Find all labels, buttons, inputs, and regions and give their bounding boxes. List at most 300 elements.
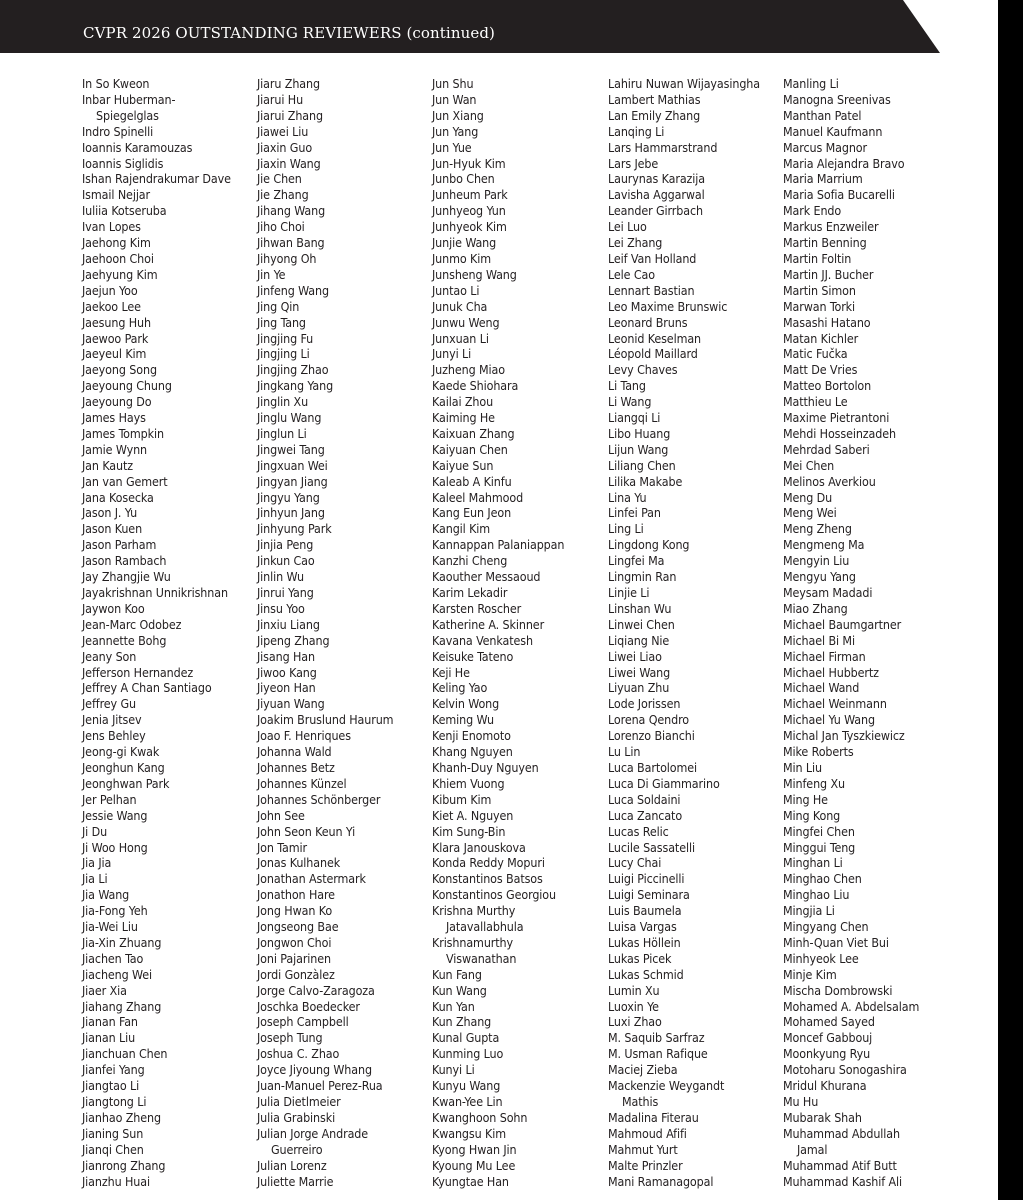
reviewer-name: Minggui Teng — [783, 839, 856, 855]
reviewer-name: Leonid Keselman — [608, 330, 702, 346]
reviewer-name: Mike Roberts — [783, 744, 854, 760]
reviewer-name: Joseph Campbell — [257, 1014, 349, 1030]
reviewer-name: Matt De Vries — [783, 362, 858, 378]
reviewer-name: Kang Eun Jeon — [432, 505, 512, 521]
reviewer-name: Kelvin Wong — [432, 696, 500, 712]
reviewer-name: Min Liu — [783, 759, 822, 775]
reviewer-name: Jean-Marc Odobez — [82, 616, 182, 632]
reviewer-name: Jayakrishnan Unnikrishnan — [82, 585, 228, 600]
reviewer-name: Luis Baumela — [608, 903, 682, 919]
reviewer-name: Motoharu Sonogashira — [783, 1062, 907, 1078]
reviewer-name: Jaehoon Choi — [82, 250, 154, 266]
reviewer-name: Jianqi Chen — [82, 1141, 144, 1157]
reviewer-name: Johannes Künzel — [257, 775, 347, 791]
reviewer-name: Kangil Kim — [432, 521, 491, 537]
reviewer-name: Lijun Wang — [608, 441, 669, 457]
reviewer-name: Jingyu Yang — [257, 489, 320, 505]
reviewer-name: Jens Behley — [82, 728, 146, 744]
reviewer-name: Levy Chaves — [608, 362, 678, 378]
reviewer-name: Michael Wand — [783, 680, 860, 696]
reviewer-name: Kaiming He — [432, 410, 495, 426]
reviewer-name: Mackenzie Weygandt — [608, 1078, 725, 1094]
reviewer-name: Martin JJ. Bucher — [783, 266, 874, 282]
reviewer-name: Minje Kim — [783, 966, 837, 982]
reviewer-name: Matic Fučka — [783, 346, 848, 362]
reviewer-name: Joyce Jiyoung Whang — [257, 1062, 372, 1078]
reviewer-name: Kunal Gupta — [432, 1030, 500, 1046]
reviewer-name: Manling Li — [783, 76, 839, 91]
reviewer-name: Kyungtae Han — [432, 1173, 509, 1189]
reviewer-name: Liwei Wang — [608, 664, 671, 680]
reviewer-name: Kaleel Mahmood — [432, 489, 524, 505]
reviewer-name: Mei Chen — [783, 457, 835, 473]
reviewer-name: Jing Qin — [257, 298, 300, 314]
reviewer-name: Ling Li — [608, 521, 644, 537]
reviewer-name: Kenji Enomoto — [432, 728, 511, 744]
reviewer-name: Martin Foltin — [783, 250, 852, 266]
reviewer-name: Mingfei Chen — [783, 823, 855, 839]
reviewer-name: Lanqing Li — [608, 123, 665, 139]
reviewer-name: Mengyu Yang — [783, 569, 856, 585]
reviewer-name: Junyi Li — [432, 346, 472, 362]
reviewer-name: Jiarui Zhang — [257, 107, 323, 123]
reviewer-name: Marwan Torki — [783, 298, 856, 314]
reviewer-name: Manthan Patel — [783, 107, 862, 123]
reviewer-name: Jun-Hyuk Kim — [432, 155, 506, 171]
reviewer-name: Jiaru Zhang — [257, 76, 320, 91]
reviewer-name: Joschka Boedecker — [257, 998, 360, 1014]
reviewer-name: Lingfei Ma — [608, 553, 665, 569]
reviewer-name: Meng Du — [783, 489, 833, 505]
reviewer-name: Lina Yu — [608, 489, 647, 505]
reviewer-name: M. Usman Rafique — [608, 1046, 708, 1062]
reviewer-name: Mehdi Hosseinzadeh — [783, 425, 896, 441]
reviewer-name: Moonkyung Ryu — [783, 1046, 871, 1062]
reviewer-name: Maria Sofia Bucarelli — [783, 187, 895, 203]
reviewer-name: Jun Wan — [432, 91, 477, 107]
reviewer-name: Klara Janouskova — [432, 839, 526, 855]
reviewer-name: Jinkun Cao — [257, 553, 315, 569]
reviewer-name: Jia Jia — [82, 855, 112, 871]
reviewer-name: Lan Emily Zhang — [608, 107, 701, 123]
reviewer-name: Melinos Averkiou — [783, 473, 876, 489]
reviewer-name: Junbo Chen — [432, 171, 495, 187]
reviewer-name: Katherine A. Skinner — [432, 616, 545, 632]
reviewer-name: Johannes Betz — [257, 759, 335, 775]
reviewer-name: Michael Yu Wang — [783, 712, 875, 728]
reviewer-name: Lingmin Ran — [608, 569, 677, 585]
reviewer-name: Junhyeog Yun — [432, 203, 506, 219]
reviewer-name: Mani Ramanagopal — [608, 1173, 714, 1189]
reviewer-name: Kanzhi Cheng — [432, 553, 508, 569]
reviewer-name: Meng Wei — [783, 505, 837, 521]
reviewer-name: In So Kweon — [82, 76, 150, 91]
reviewer-name: Jiachen Tao — [82, 950, 144, 966]
reviewer-name: Juntao Li — [432, 282, 480, 298]
reviewer-name: Luca Soldaini — [608, 791, 681, 807]
reviewer-name: Lars Hammarstrand — [608, 139, 718, 155]
reviewer-name: Mohamed Sayed — [783, 1014, 875, 1030]
reviewer-name: Khiem Vuong — [432, 775, 505, 791]
reviewer-name: Jia-Wei Liu — [82, 919, 138, 935]
reviewer-name: Mengyin Liu — [783, 553, 850, 569]
reviewer-name: Johannes Schönberger — [257, 791, 381, 807]
reviewer-name: Jaesung Huh — [82, 314, 151, 330]
reviewer-name: Lucile Sassatelli — [608, 839, 695, 855]
reviewer-name: Jia Li — [82, 871, 108, 887]
reviewer-name: Kaiyuan Chen — [432, 441, 508, 457]
reviewer-name: Jason Kuen — [82, 521, 143, 537]
reviewer-name: Kun Yan — [432, 998, 475, 1014]
reviewer-name: Jiyeon Han — [257, 680, 316, 696]
reviewer-name: Ioannis Karamouzas — [82, 139, 193, 155]
reviewer-name: Julian Lorenz — [257, 1157, 327, 1173]
reviewer-name: Malte Prinzler — [608, 1157, 683, 1173]
reviewer-name: Luisa Vargas — [608, 919, 677, 935]
reviewer-name: Michael Bi Mi — [783, 632, 855, 648]
reviewer-name: Mark Endo — [783, 203, 842, 219]
reviewer-name: Keisuke Tateno — [432, 648, 514, 664]
reviewer-name: Ioannis Siglidis — [82, 155, 164, 171]
reviewer-name: Lukas Höllein — [608, 934, 681, 950]
reviewer-name: Jiyuan Wang — [257, 696, 325, 712]
reviewer-name: Maciej Zieba — [608, 1062, 678, 1078]
reviewer-name: M. Saquib Sarfraz — [608, 1030, 705, 1046]
reviewer-name: Jer Pelhan — [82, 791, 137, 807]
reviewer-name: Mehrdad Saberi — [783, 441, 870, 457]
reviewer-name: Joni Pajarinen — [257, 950, 332, 966]
reviewer-name: Luigi Seminara — [608, 887, 690, 903]
reviewer-name: Minghan Li — [783, 855, 843, 871]
reviewer-name: Jaeyoung Chung — [82, 378, 172, 394]
reviewer-name: Jaeyeul Kim — [82, 346, 147, 362]
reviewer-name: Jefferson Hernandez — [82, 664, 194, 680]
reviewer-name: Jun Yang — [432, 123, 479, 139]
reviewer-name: Lingdong Kong — [608, 537, 690, 553]
reviewer-name: Jianzhu Huai — [82, 1173, 150, 1189]
reviewer-name: Jinfeng Wang — [257, 282, 329, 298]
reviewer-name: Ishan Rajendrakumar Dave — [82, 171, 231, 187]
reviewer-name: Konstantinos Batsos — [432, 871, 543, 887]
reviewer-name: Kun Fang — [432, 966, 482, 982]
reviewer-name: Lambert Mathias — [608, 91, 701, 107]
reviewer-name: Linjie Li — [608, 585, 650, 600]
reviewer-name: Lennart Bastian — [608, 282, 695, 298]
reviewer-name: Kibum Kim — [432, 791, 492, 807]
reviewer-name: Jonathan Astermark — [257, 871, 366, 887]
reviewer-name: Jisang Han — [257, 648, 315, 664]
reviewer-name: Jana Kosecka — [82, 489, 154, 505]
reviewer-name: Mahmoud Afifi — [608, 1125, 687, 1141]
reviewer-name: Keling Yao — [432, 680, 488, 696]
reviewer-name: Minh-Quan Viet Bui — [783, 934, 889, 950]
reviewer-name: Kaiyue Sun — [432, 457, 494, 473]
reviewer-name: Liwei Liao — [608, 648, 662, 664]
reviewer-name: Jun Shu — [432, 76, 474, 91]
reviewer-name: Miao Zhang — [783, 600, 848, 616]
reviewer-name: Lukas Schmid — [608, 966, 684, 982]
reviewer-name: Minghao Liu — [783, 887, 850, 903]
reviewer-name: Matthieu Le — [783, 394, 848, 410]
reviewer-name: Lorenzo Bianchi — [608, 728, 695, 744]
reviewer-name: Mingyang Chen — [783, 919, 869, 935]
reviewer-name: Liliang Chen — [608, 457, 676, 473]
reviewer-name: Jaehyung Kim — [82, 266, 158, 282]
reviewer-name: Jaeyong Song — [82, 362, 157, 378]
reviewer-name: Mohamed A. Abdelsalam — [783, 998, 920, 1014]
reviewer-name: Moncef Gabbouj — [783, 1030, 873, 1046]
reviewer-name: Lu Lin — [608, 744, 641, 760]
reviewer-name: Kwan-Yee Lin — [432, 1094, 503, 1109]
reviewer-name: Jingjing Li — [257, 346, 310, 362]
reviewer-name: Jong Hwan Ko — [257, 903, 333, 919]
reviewer-name: Mingjia Li — [783, 903, 835, 919]
reviewer-name: Lucy Chai — [608, 855, 662, 871]
reviewer-name: Jan Kautz — [82, 457, 134, 473]
reviewer-name: Kaixuan Zhang — [432, 425, 515, 441]
reviewer-name: Joseph Tung — [257, 1030, 323, 1046]
reviewer-name: Jianan Liu — [82, 1030, 136, 1046]
reviewer-name: Kun Wang — [432, 982, 487, 998]
reviewer-name: Kaleab A Kinfu — [432, 473, 512, 489]
reviewer-column-1 — [82, 76, 231, 1189]
reviewer-name: Inbar Huberman- — [82, 91, 176, 107]
reviewer-name: Meng Zheng — [783, 521, 852, 537]
reviewer-name: Maria Marrium — [783, 171, 863, 187]
reviewer-name: Khang Nguyen — [432, 744, 513, 760]
reviewer-name: Lucas Relic — [608, 823, 669, 839]
reviewer-name: Krishnamurthy — [432, 934, 513, 950]
reviewer-name: Konstantinos Georgiou — [432, 887, 556, 903]
reviewer-name: Jia-Xin Zhuang — [82, 934, 162, 950]
reviewer-name: Markus Enzweiler — [783, 219, 879, 235]
reviewer-name: Jia Wang — [82, 887, 130, 903]
reviewer-name: Mahmut Yurt — [608, 1141, 678, 1157]
reviewer-name: Jay Zhangjie Wu — [82, 569, 171, 585]
reviewer-name: Guerreiro — [271, 1141, 323, 1157]
reviewer-name: Leander Girrbach — [608, 203, 703, 219]
reviewer-name: Manogna Sreenivas — [783, 91, 891, 107]
reviewer-name: Jeonghun Kang — [82, 759, 165, 775]
reviewer-name: Laurynas Karazija — [608, 171, 706, 187]
reviewer-name: Li Wang — [608, 394, 652, 410]
reviewer-name: Jin Ye — [257, 266, 286, 282]
reviewer-name: Michael Weinmann — [783, 696, 887, 712]
reviewer-name: Matan Kichler — [783, 330, 859, 346]
reviewer-name: Minghao Chen — [783, 871, 862, 887]
reviewer-name: Jaewoo Park — [82, 330, 149, 346]
reviewer-name: Jingkang Yang — [257, 378, 334, 394]
reviewer-column-2 — [257, 76, 393, 1189]
reviewer-name: Luca Di Giammarino — [608, 775, 720, 791]
reviewer-name: Lahiru Nuwan Wijayasingha — [608, 76, 760, 91]
reviewer-name: Jordi Gonzàlez — [257, 966, 335, 982]
reviewer-name: Jinglin Xu — [257, 394, 309, 410]
reviewer-name: Ismail Nejjar — [82, 187, 151, 203]
reviewer-name: Michal Jan Tyszkiewicz — [783, 728, 905, 744]
reviewer-name: Jason J. Yu — [82, 505, 138, 521]
reviewer-name: Leo Maxime Brunswic — [608, 298, 728, 314]
reviewer-name: Jing Tang — [257, 314, 306, 330]
reviewer-name: Jongwon Choi — [257, 934, 332, 950]
reviewer-name: Jatavallabhula — [446, 919, 524, 935]
reviewer-name: Lavisha Aggarwal — [608, 187, 705, 203]
reviewer-name: Indro Spinelli — [82, 123, 154, 139]
reviewer-name: Luxi Zhao — [608, 1014, 662, 1030]
reviewer-name: Jingxuan Wei — [257, 457, 328, 473]
reviewer-name: Jeong-gi Kwak — [82, 744, 160, 760]
reviewer-name: James Hays — [82, 410, 146, 426]
reviewer-name: Kim Sung-Bin — [432, 823, 506, 839]
reviewer-name: Jinjia Peng — [257, 537, 314, 553]
reviewer-name: Ming He — [783, 791, 828, 807]
reviewer-name: Joao F. Henriques — [257, 728, 351, 744]
reviewer-name: Spiegelglas — [96, 107, 159, 123]
reviewer-name: Jianan Fan — [82, 1014, 138, 1030]
reviewer-name: Kyong Hwan Jin — [432, 1141, 517, 1157]
reviewer-name: Jiaxin Guo — [257, 139, 313, 155]
reviewer-name: Kunming Luo — [432, 1046, 504, 1062]
reviewer-name: Liyuan Zhu — [608, 680, 670, 696]
reviewer-name: Linfei Pan — [608, 505, 661, 521]
reviewer-name: Junxuan Li — [432, 330, 489, 346]
reviewer-name: Minhyeok Lee — [783, 950, 859, 966]
reviewer-name: Lilika Makabe — [608, 473, 683, 489]
reviewer-name: Jiwoo Kang — [257, 664, 317, 680]
reviewer-name: John See — [257, 807, 305, 823]
reviewer-name: Jianing Sun — [82, 1125, 144, 1141]
reviewer-name: Johanna Wald — [257, 744, 332, 760]
reviewer-name: Maria Alejandra Bravo — [783, 155, 905, 171]
reviewer-name: Jipeng Zhang — [257, 632, 330, 648]
reviewer-name: Jeany Son — [82, 648, 137, 664]
page-title: CVPR 2026 OUTSTANDING REVIEWERS (continued) — [83, 24, 495, 42]
reviewer-name: Lode Jorissen — [608, 696, 681, 712]
reviewer-name: Kunyi Li — [432, 1062, 475, 1078]
reviewer-name: Jianfei Yang — [82, 1062, 145, 1078]
reviewer-name: Ivan Lopes — [82, 219, 141, 235]
reviewer-name: Jie Chen — [257, 171, 302, 187]
reviewer-name: Jaeyoung Do — [82, 394, 152, 410]
reviewer-name: Junuk Cha — [432, 298, 488, 314]
reviewer-name: Jinsu Yoo — [257, 600, 305, 616]
reviewer-name: Kwanghoon Sohn — [432, 1109, 528, 1125]
reviewer-name: Marcus Magnor — [783, 139, 867, 155]
reviewer-name: Mischa Dombrowski — [783, 982, 893, 998]
reviewer-name: Juan-Manuel Perez-Rua — [257, 1078, 383, 1094]
reviewer-name: Jamie Wynn — [82, 441, 148, 457]
reviewer-name: Kiet A. Nguyen — [432, 807, 514, 823]
reviewer-name: Jingyan Jiang — [257, 473, 328, 489]
reviewer-name: Jason Rambach — [82, 553, 167, 569]
reviewer-name: Muhammad Kashif Ali — [783, 1173, 903, 1189]
reviewer-name: Leif Van Holland — [608, 250, 697, 266]
reviewer-name: Junheum Park — [432, 187, 508, 203]
reviewer-name: Jinhyung Park — [257, 521, 332, 537]
reviewer-name: Meysam Madadi — [783, 585, 873, 600]
reviewer-name: Muhammad Abdullah — [783, 1125, 900, 1141]
reviewer-name: Jie Zhang — [257, 187, 309, 203]
reviewer-name: Jingwei Tang — [257, 441, 325, 457]
reviewer-name: Jiacheng Wei — [82, 966, 153, 982]
reviewer-name: Ming Kong — [783, 807, 841, 823]
reviewer-name: Jaywon Koo — [82, 600, 145, 616]
reviewer-name: Liangqi Li — [608, 410, 661, 426]
reviewer-name: Jessie Wang — [82, 807, 148, 823]
reviewer-name: Jinhyun Jang — [257, 505, 325, 521]
reviewer-name: Jan van Gemert — [82, 473, 168, 489]
reviewer-name: Lei Luo — [608, 219, 647, 235]
reviewer-name: Jiaer Xia — [82, 982, 127, 998]
reviewer-name: Jeffrey A Chan Santiago — [82, 680, 212, 696]
reviewer-name: Jenia Jitsev — [82, 712, 142, 728]
reviewer-name: Jiaxin Wang — [257, 155, 321, 171]
reviewer-name: Masashi Hatano — [783, 314, 871, 330]
reviewer-name: John Seon Keun Yi — [257, 823, 356, 839]
reviewer-name: Jun Xiang — [432, 107, 484, 123]
reviewer-name: Jaejun Yoo — [82, 282, 138, 298]
reviewer-name: Jinlin Wu — [257, 569, 304, 585]
reviewer-name: Joakim Bruslund Haurum — [257, 712, 394, 728]
reviewer-name: Jianrong Zhang — [82, 1157, 166, 1173]
reviewer-name: Jaehong Kim — [82, 235, 151, 251]
reviewer-name: Jeffrey Gu — [82, 696, 136, 712]
reviewer-name: Junhyeok Kim — [432, 219, 507, 235]
reviewer-name: Jiarui Hu — [257, 91, 304, 107]
reviewer-name: Mathis — [622, 1094, 659, 1109]
reviewer-name: Madalina Fiterau — [608, 1109, 699, 1125]
reviewer-name: Karim Lekadir — [432, 585, 508, 600]
reviewer-name: Jinrui Yang — [257, 585, 314, 600]
reviewer-name: Jinglun Li — [257, 425, 307, 441]
reviewer-name: Jonas Kulhanek — [257, 855, 341, 871]
reviewer-name: Lorena Qendro — [608, 712, 690, 728]
reviewer-name: Linshan Wu — [608, 600, 672, 616]
reviewer-name: Keming Wu — [432, 712, 494, 728]
reviewer-name: Jaekoo Lee — [82, 298, 141, 314]
reviewer-name: Jihang Wang — [257, 203, 326, 219]
reviewer-name: Jia-Fong Yeh — [82, 903, 148, 919]
reviewer-name: Martin Benning — [783, 235, 867, 251]
reviewer-name: Jeonghwan Park — [82, 775, 170, 791]
reviewer-name: Jingjing Zhao — [257, 362, 329, 378]
reviewer-name: Jiahang Zhang — [82, 998, 162, 1014]
reviewer-name: Junwu Weng — [432, 314, 500, 330]
reviewer-name: Matteo Bortolon — [783, 378, 872, 394]
reviewer-name: Kaouther Messaoud — [432, 569, 541, 585]
reviewer-name: Viswanathan — [446, 950, 517, 966]
reviewer-name: Michael Hubbertz — [783, 664, 879, 680]
reviewer-name: Khanh-Duy Nguyen — [432, 759, 539, 775]
reviewer-name: Lei Zhang — [608, 235, 663, 251]
reviewer-name: Junjie Wang — [432, 235, 497, 251]
reviewer-name: Juliette Marrie — [257, 1173, 334, 1189]
reviewer-name: Jiangtong Li — [82, 1094, 147, 1109]
reviewer-name: Leonard Bruns — [608, 314, 688, 330]
reviewer-name: Mubarak Shah — [783, 1109, 862, 1125]
reviewer-name: Jiawei Liu — [257, 123, 309, 139]
reviewer-name: Luca Bartolomei — [608, 759, 698, 775]
reviewer-name: Junsheng Wang — [432, 266, 517, 282]
reviewer-name: Jeannette Bohg — [82, 632, 167, 648]
reviewer-name: Jihwan Bang — [257, 235, 325, 251]
reviewer-name: Jorge Calvo-Zaragoza — [257, 982, 375, 998]
reviewer-name: Joshua C. Zhao — [257, 1046, 340, 1062]
reviewer-name: Jianchuan Chen — [82, 1046, 168, 1062]
reviewer-name: Jinglu Wang — [257, 410, 322, 426]
reviewer-name: Julia Grabinski — [257, 1109, 336, 1125]
reviewer-name: Kailai Zhou — [432, 394, 494, 410]
